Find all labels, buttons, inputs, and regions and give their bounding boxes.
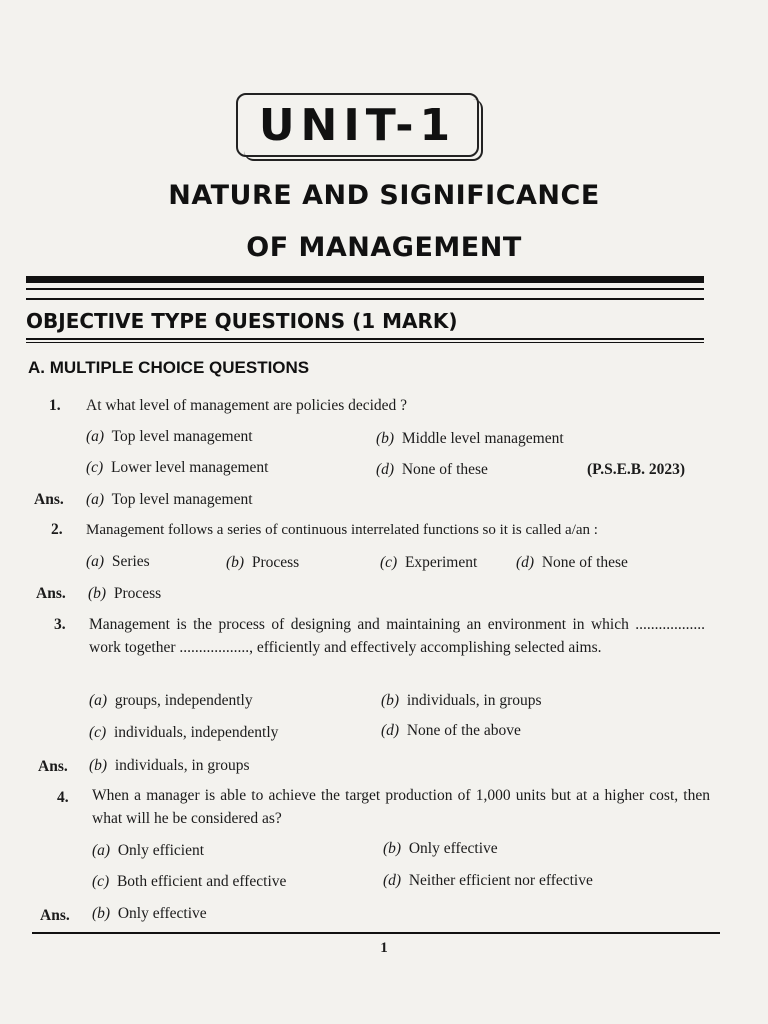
question-number: 4. xyxy=(57,789,69,806)
thin-divider xyxy=(26,288,704,290)
option-letter: (b) xyxy=(226,554,245,571)
option-text: Both efficient and effective xyxy=(116,873,287,890)
exam-source: (P.S.E.B. 2023) xyxy=(587,461,686,478)
section-heading: OBJECTIVE TYPE QUESTIONS (1 MARK) xyxy=(26,309,458,333)
option-text: individuals, in groups xyxy=(406,692,542,709)
chapter-title-line1: NATURE AND SIGNIFICANCE xyxy=(168,180,600,211)
option-letter: (d) xyxy=(381,722,400,739)
option-a xyxy=(86,552,150,572)
answer xyxy=(86,490,253,510)
option-letter: (a) xyxy=(89,692,108,709)
answer-letter: (b) xyxy=(92,905,111,922)
option-letter: (c) xyxy=(89,724,107,741)
answer xyxy=(92,904,207,924)
option-letter: (c) xyxy=(92,873,110,890)
option-b xyxy=(376,429,564,449)
option-letter: (d) xyxy=(376,461,395,478)
chapter-title-line2: OF MANAGEMENT xyxy=(246,232,522,263)
option-text: None of these xyxy=(401,461,488,478)
option-letter: (a) xyxy=(86,553,105,570)
answer-label: Ans. xyxy=(40,907,70,924)
option-d xyxy=(383,871,593,891)
answer-letter: (a) xyxy=(86,491,105,508)
answer-text: Process xyxy=(113,585,162,602)
option-text: Process xyxy=(251,554,300,571)
option-text: None of these xyxy=(541,554,628,571)
option-b xyxy=(383,839,498,859)
option-letter: (b) xyxy=(383,840,402,857)
section-bottom-rule-thin xyxy=(26,342,704,343)
option-letter: (d) xyxy=(383,872,402,889)
option-d xyxy=(516,553,628,573)
option-letter: (a) xyxy=(92,842,111,859)
option-c xyxy=(89,723,278,743)
option-d xyxy=(381,721,521,741)
option-c xyxy=(92,872,286,892)
answer-label: Ans. xyxy=(38,758,68,775)
option-text: groups, independently xyxy=(114,692,253,709)
option-b xyxy=(381,691,542,711)
question-text: When a manager is able to achieve the target production of 1,000 units but at a higher cost, then what will he be considered as? xyxy=(92,787,710,827)
option-letter: (b) xyxy=(376,430,395,447)
answer-text: individuals, in groups xyxy=(114,757,250,774)
option-c xyxy=(380,553,477,573)
unit-label: UNIT-1 xyxy=(258,99,457,151)
option-text: Lower level management xyxy=(110,459,269,476)
answer-label: Ans. xyxy=(36,585,66,602)
answer xyxy=(89,756,250,776)
option-letter: (c) xyxy=(86,459,104,476)
question-number: 3. xyxy=(54,616,66,633)
thick-divider xyxy=(26,276,704,283)
option-text: Top level management xyxy=(111,428,253,445)
question-text: Management follows a series of continuous interrelated functions so it is called a/an : xyxy=(86,522,598,538)
option-text: Middle level management xyxy=(401,430,564,447)
question-text: At what level of management are policies decided ? xyxy=(86,397,408,414)
option-c xyxy=(86,458,268,478)
option-text: None of the above xyxy=(406,722,521,739)
answer-letter: (b) xyxy=(88,585,107,602)
option-text: Series xyxy=(111,553,150,570)
unit-label-box xyxy=(236,93,479,157)
question-text: Management is the process of designing and maintaining an environment in which .................. work together .................., efficiently and effectively accomplishing selected aims. xyxy=(89,616,705,656)
option-letter: (a) xyxy=(86,428,105,445)
section-top-rule xyxy=(26,298,704,300)
option-text: Experiment xyxy=(404,554,478,571)
option-text: Neither efficient nor effective xyxy=(408,872,593,889)
option-text: Only efficient xyxy=(117,842,205,859)
option-letter: (d) xyxy=(516,554,535,571)
option-a xyxy=(92,841,204,861)
answer-label: Ans. xyxy=(34,491,64,508)
answer-text: Top level management xyxy=(111,491,253,508)
option-text: Only effective xyxy=(408,840,498,857)
page-number: 1 xyxy=(380,940,388,956)
subheading: A. MULTIPLE CHOICE QUESTIONS xyxy=(28,358,310,377)
option-d xyxy=(376,460,488,480)
answer-letter: (b) xyxy=(89,757,108,774)
answer xyxy=(88,584,161,604)
option-letter: (c) xyxy=(380,554,398,571)
option-a xyxy=(89,691,253,711)
question-number: 2. xyxy=(51,521,63,538)
question-number: 1. xyxy=(49,397,61,414)
section-bottom-rule xyxy=(26,338,704,340)
option-a xyxy=(86,427,253,447)
footer-rule xyxy=(32,932,720,934)
option-b xyxy=(226,553,299,573)
answer-text: Only effective xyxy=(117,905,207,922)
option-text: individuals, independently xyxy=(113,724,279,741)
option-letter: (b) xyxy=(381,692,400,709)
